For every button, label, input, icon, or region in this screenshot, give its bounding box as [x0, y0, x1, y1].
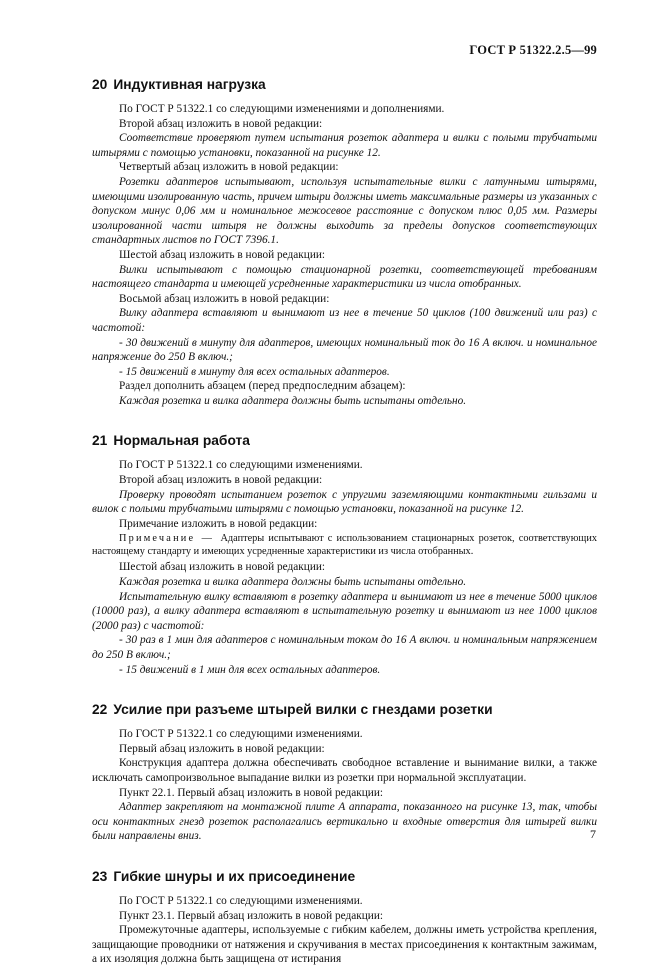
paragraph: [92, 248, 597, 263]
section-number: 23: [92, 868, 108, 884]
paragraph: [92, 909, 597, 924]
paragraph-text: Вилки испытывают с помощью стационарной розетки, соответствующей требованиям настоящего стандарта и имеющей усредненные характеристики из числа отобранных.: [92, 263, 597, 291]
paragraph-text: По ГОСТ Р 51322.1 со следующими изменениями и дополнениями.: [119, 103, 445, 115]
paragraph: [92, 306, 597, 335]
paragraph-text: Каждая розетка и вилка адаптера должны быть испытаны отдельно.: [119, 394, 467, 407]
paragraph: [92, 131, 597, 160]
paragraph-text: Промежуточные адаптеры, используемые с гибким кабелем, должны иметь устройства крепления, защищающие проводники от натяжения и скручивания в местах присоединения к контактным зажимам, а их изоляция должна быть защищена от истирания: [92, 924, 597, 966]
paragraph-text: По ГОСТ Р 51322.1 со следующими изменениями.: [119, 728, 363, 741]
section-21: [92, 432, 597, 677]
paragraph: [92, 800, 597, 844]
section-title: Гибкие шнуры и их присоединение: [113, 868, 356, 884]
paragraph: [92, 292, 597, 307]
paragraph-text: Конструкция адаптера должна обеспечивать свободное вставление и вынимание вилки, а также исключать самопроизвольное выпадание вилки из розетки при нормальной эксплуатации.: [92, 757, 597, 784]
section-heading: [92, 868, 597, 885]
paragraph: [92, 742, 597, 757]
paragraph-text: Восьмой абзац изложить в новой редакции:: [119, 292, 330, 305]
paragraph: [92, 560, 597, 575]
paragraph-text: - 15 движений в минуту для всех остальных адаптеров.: [119, 365, 390, 378]
section-number: 21: [92, 433, 108, 449]
paragraph-text: По ГОСТ Р 51322.1 со следующими изменениями.: [119, 459, 363, 472]
section-20: [92, 76, 597, 408]
note-paragraph: [92, 532, 597, 558]
paragraph-text: Раздел дополнить абзацем (перед предпоследним абзацем):: [119, 380, 406, 393]
paragraph-text: Второй абзац изложить в новой редакции:: [119, 117, 323, 130]
paragraph: [92, 727, 597, 742]
paragraph-text: По ГОСТ Р 51322.1 со следующими изменениями.: [119, 894, 363, 907]
paragraph-text: Вилку адаптера вставляют и вынимают из нее в течение 50 циклов (100 движений или раз) с частотой:: [92, 307, 597, 334]
paragraph-text: Адаптер закрепляют на монтажной плите А аппарата, показанного на рисунке 13, так, чтобы оси контактных гнезд розеток располагались вертикально и входные отверстия для штырей вилки были направлены вниз.: [92, 801, 597, 843]
paragraph: [92, 473, 597, 488]
paragraph: [92, 102, 597, 117]
paragraph-text: Пункт 22.1. Первый абзац изложить в новой редакции:: [119, 786, 384, 799]
paragraph-text: Испытательную вилку вставляют в розетку адаптера и вынимают из нее в течение 5000 циклов (10000 раз), а вилку адаптера вставляют в испытательную розетку и вынимают из нее 1000 циклов (2000 раз) с частотой:: [92, 590, 597, 632]
section-23: [92, 868, 597, 967]
paragraph-text: Адаптеры испытывают с использованием стационарных розеток, соответствующих настоящему стандарту и имеющих усредненные характеристики из числа отобранных.: [92, 533, 597, 558]
paragraph: [92, 458, 597, 473]
section-heading: [92, 432, 597, 449]
page-number: 7: [590, 827, 596, 841]
section-heading: [92, 76, 597, 93]
paragraph: [92, 590, 597, 634]
paragraph: [92, 394, 597, 409]
paragraph: [92, 786, 597, 801]
paragraph: [92, 365, 597, 380]
paragraph: [92, 894, 597, 909]
paragraph-text: Розетки адаптеров испытывают, используя испытательные вилки с латунными штырями, имеющими изолированную часть, причем штыри должны иметь максимальные размеры из указанных с допуском минус 0,06 мм и номинальное межосевое расстояние с допуском плюс 0,05 мм. Размеры изолированной части штыря не должны выходить за пределы допусков соответствующих стандартных листов по ГОСТ 7396.1.: [92, 175, 597, 247]
paragraph-text: Проверку проводят испытанием розеток с упругими заземляющими контактными гильзами и вилок с полыми трубчатыми штырями с помощью установки, показанной на рисунке 12.: [92, 488, 597, 516]
paragraph: [92, 923, 597, 967]
paragraph: [92, 336, 597, 365]
paragraph-text: Шестой абзац изложить в новой редакции:: [119, 561, 326, 574]
section-number: 22: [92, 702, 108, 718]
paragraph-text: Каждая розетка и вилка адаптера должны быть испытаны отдельно.: [119, 576, 467, 589]
paragraph-text: - 30 движений в минуту для адаптеров, имеющих номинальный ток до 16 А включ. и номинальное напряжение до 250 В включ.;: [92, 336, 597, 364]
paragraph: [92, 488, 597, 517]
paragraph-text: Пункт 23.1. Первый абзац изложить в новой редакции:: [119, 909, 384, 922]
paragraph: [92, 756, 597, 785]
paragraph-text: Второй абзац изложить в новой редакции:: [119, 474, 323, 487]
note-label: Примечание —: [119, 533, 221, 545]
paragraph: [92, 633, 597, 662]
paragraph: [92, 379, 597, 394]
document-code-header: ГОСТ Р 51322.2.5—99: [469, 43, 597, 57]
paragraph-text: - 30 раз в 1 мин для адаптеров с номинальным током до 16 А включ. и номинальным напряжением до 250 В включ.;: [92, 634, 597, 661]
paragraph: [92, 117, 597, 132]
paragraph: [92, 263, 597, 292]
paragraph: [92, 663, 597, 678]
paragraph: [92, 517, 597, 532]
paragraph-text: Соответствие проверяют путем испытания розеток адаптера и вилки с полыми трубчатыми штырями с помощью установки, показанной на рисунке 12.: [92, 132, 597, 159]
document-body: [92, 76, 597, 967]
section-22: [92, 701, 597, 844]
paragraph: [92, 160, 597, 175]
paragraph: [92, 175, 597, 248]
paragraph: [92, 575, 597, 590]
paragraph-text: Шестой абзац изложить в новой редакции:: [119, 248, 326, 261]
paragraph-text: Четвертый абзац изложить в новой редакции:: [119, 161, 339, 174]
section-title: Индуктивная нагрузка: [113, 77, 266, 92]
paragraph-text: Примечание изложить в новой редакции:: [119, 517, 318, 530]
section-title: Усилие при разъеме штырей вилки с гнездами розетки: [113, 702, 493, 718]
section-title: Нормальная работа: [113, 433, 250, 449]
section-number: 20: [92, 77, 108, 92]
paragraph-text: Первый абзац изложить в новой редакции:: [119, 742, 325, 755]
paragraph-text: - 15 движений в 1 мин для всех остальных адаптеров.: [119, 663, 381, 676]
section-heading: [92, 701, 597, 718]
